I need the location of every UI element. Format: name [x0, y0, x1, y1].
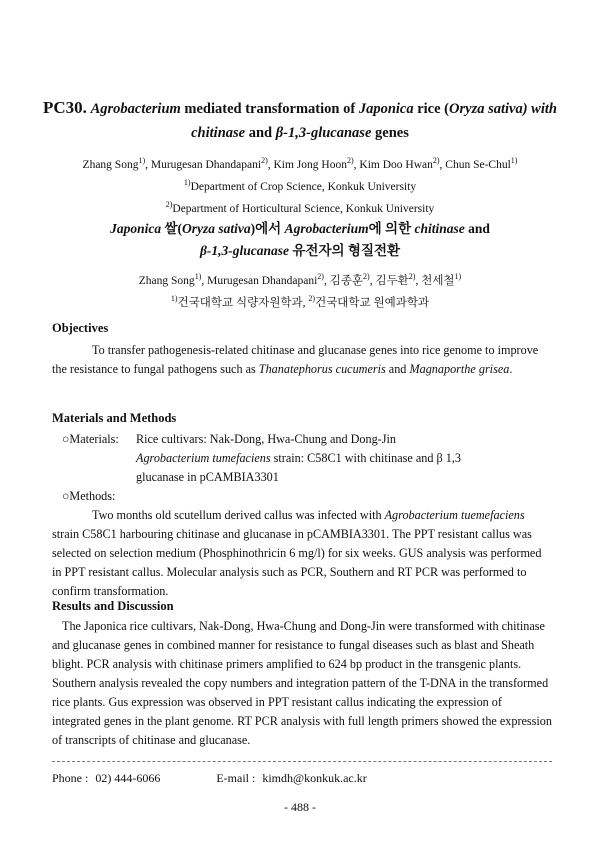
materials-item — [136, 430, 461, 449]
materials-items — [136, 430, 461, 487]
paper-code: PC30. — [43, 98, 87, 117]
author-name: 천세철 — [421, 274, 455, 287]
author-affiliation-marker: 1) — [194, 272, 202, 281]
korean-title-segment: Japonica — [110, 221, 162, 236]
author-affiliation-marker: 1) — [510, 156, 518, 165]
results-text: The Japonica rice cultivars, Nak-Dong, Hwa-Chung and Dong-Jin were transformed with chitinase and glucanase genes in combined manner for resistance to fungal diseases such as blast and Sheath blight. PCR analysis with chitinase primers amplified to 624 bp product in the transgenic plants. Southern analysis revealed the copy numbers and integration pattern of the T-DNA in the transformed rice plants. Gus expression was observed in PPT resistant callus indicating the expression of integrated genes in the plant genome. RT PCR analysis with full length primers showed the expression of transcripts of chitinase and glucanase. — [52, 619, 552, 747]
methods-segment: Two months old scutellum derived callus was infected with — [92, 508, 385, 522]
title-segment: mediated transformation of — [180, 101, 359, 117]
footer-divider — [52, 761, 552, 762]
materials-item — [136, 468, 461, 487]
author-name: Zhang Song — [138, 274, 195, 287]
materials-heading: Materials and Methods — [52, 411, 177, 425]
title-segment: Agrobacterium — [90, 101, 181, 117]
author-affiliation-marker: 2) — [408, 272, 416, 281]
korean-title-segment: 에 의한 — [368, 221, 415, 236]
korean-title-line-1 — [40, 218, 560, 240]
korean-title — [40, 218, 560, 262]
title-segment: genes — [371, 125, 409, 141]
korean-title-segment: chitinase — [414, 221, 465, 236]
author-name: Kim Doo Hwan — [359, 158, 433, 171]
author-name: 김두환 — [375, 274, 409, 287]
korean-title-segment: and — [464, 221, 490, 236]
materials-segment: Rice cultivars: Nak-Dong, Hwa-Chung and Dong-Jin — [136, 432, 396, 446]
korean-title-line-2 — [40, 240, 560, 262]
author-name: Murugesan Dhandapani — [207, 274, 318, 287]
author-affiliation-marker: 2) — [432, 156, 440, 165]
author-name: Murugesan Dhandapani — [150, 158, 262, 171]
korean-title-segment: 유전자의 형질전환 — [288, 243, 401, 258]
author-name: Chun Se-Chul — [445, 158, 511, 171]
affiliations-ko: $^{1)}$건국대학교 식량자원학과, $^{2)}$건국대학교 원예과학과 — [170, 293, 430, 309]
author-affiliation-marker: 1) — [138, 156, 146, 165]
title-segment: Japonica — [358, 101, 414, 117]
author-affiliation-marker: 1) — [454, 272, 462, 281]
author-block-en — [28, 152, 572, 217]
paper-title — [40, 96, 560, 145]
page-number: - 488 - — [284, 800, 316, 814]
phone-number: 02) 444-6066 — [95, 771, 161, 785]
materials-item — [136, 449, 461, 468]
results-heading: Results and Discussion — [52, 599, 174, 613]
methods-label: ○Methods: — [62, 489, 116, 503]
objectives-segment: . — [509, 362, 513, 376]
materials-label: ○Materials: — [62, 432, 119, 446]
author-block-ko — [40, 268, 560, 312]
korean-title-segment: Oryza sativa — [182, 221, 251, 236]
contact-line — [52, 771, 367, 786]
korean-title-segment: β-1,3-glucanase — [199, 243, 289, 258]
korean-title-segment: Agrobacterium — [284, 221, 369, 236]
title-segment: and — [245, 125, 276, 141]
korean-title-segment: 쌀( — [161, 221, 183, 236]
materials-segment: Agrobacterium tumefaciens — [136, 451, 271, 465]
materials-segment: strain: C58C1 with chitinase and β 1,3 — [270, 451, 461, 465]
affiliation-2-en: $^{2)}$Department of Horticultural Science, Konkuk University — [165, 199, 435, 215]
objectives-text — [52, 341, 552, 379]
objectives-segment: To transfer pathogenesis-related chitinase and glucanase genes into rice genome to improve the resistance to fungal pathogens such as — [52, 343, 539, 376]
title-segment: Oryza sativa) with chitinase — [191, 101, 557, 141]
email-address: kimdh@konkuk.ac.kr — [262, 771, 367, 785]
objectives-heading: Objectives — [52, 321, 109, 335]
materials-list — [62, 430, 552, 506]
paper-title-text — [91, 101, 557, 141]
author-name: 김종훈 — [329, 274, 364, 287]
materials-segment: glucanase in pCAMBIA3301 — [136, 470, 279, 484]
objectives-segment: Magnaporthe grisea — [409, 362, 510, 376]
title-segment: β-1,3-glucanase — [275, 125, 372, 141]
author-affiliation-marker: 2) — [363, 272, 370, 281]
objectives-segment: and — [385, 362, 410, 376]
author-list-ko: Zhang Song$^{1)}$, Murugesan Dhandapani$^{2)}$, 김종훈$^{2)}$, 김두환$^{2)}$, 천세철$^{1)}$ — [138, 272, 462, 287]
korean-title-segment: )에서 — [250, 221, 285, 236]
methods-segment: strain C58C1 harbouring chitinase and glucanase in pCAMBIA3301. The PPT resistant callus was selected on selection medium (Phosphinothricin 6 mg/l) for six weeks. GUS analysis was performed in PPT resistant callus. Molecular analysis such as PCR, Southern and RT PCR was performed to confirm transformation. — [52, 527, 542, 598]
objectives-segment: Thanatephorus cucumeris — [258, 362, 386, 376]
methods-text — [52, 506, 552, 601]
author-list-en: Zhang Song$^{1)}$, Murugesan Dhandapani$^{2)}$, Kim Jong Hoon$^{2)}$, Kim Doo Hwan$^{2)}$, Chun Se-Chul$^{1)}$ — [82, 156, 518, 171]
email-label: E-mail : — [216, 771, 256, 785]
author-affiliation-marker: 2) — [261, 156, 268, 165]
methods-segment: Agrobacterium tuemefaciens — [384, 508, 525, 522]
author-name: Zhang Song — [82, 158, 139, 171]
affiliation-1-en: $^{1)}$Department of Crop Science, Konkuk University — [183, 177, 417, 193]
phone-label: Phone : — [52, 771, 89, 785]
author-name: Kim Jong Hoon — [273, 158, 347, 171]
title-segment: rice ( — [413, 101, 450, 117]
author-affiliation-marker: 2) — [346, 156, 354, 165]
author-affiliation-marker: 2) — [317, 272, 324, 281]
